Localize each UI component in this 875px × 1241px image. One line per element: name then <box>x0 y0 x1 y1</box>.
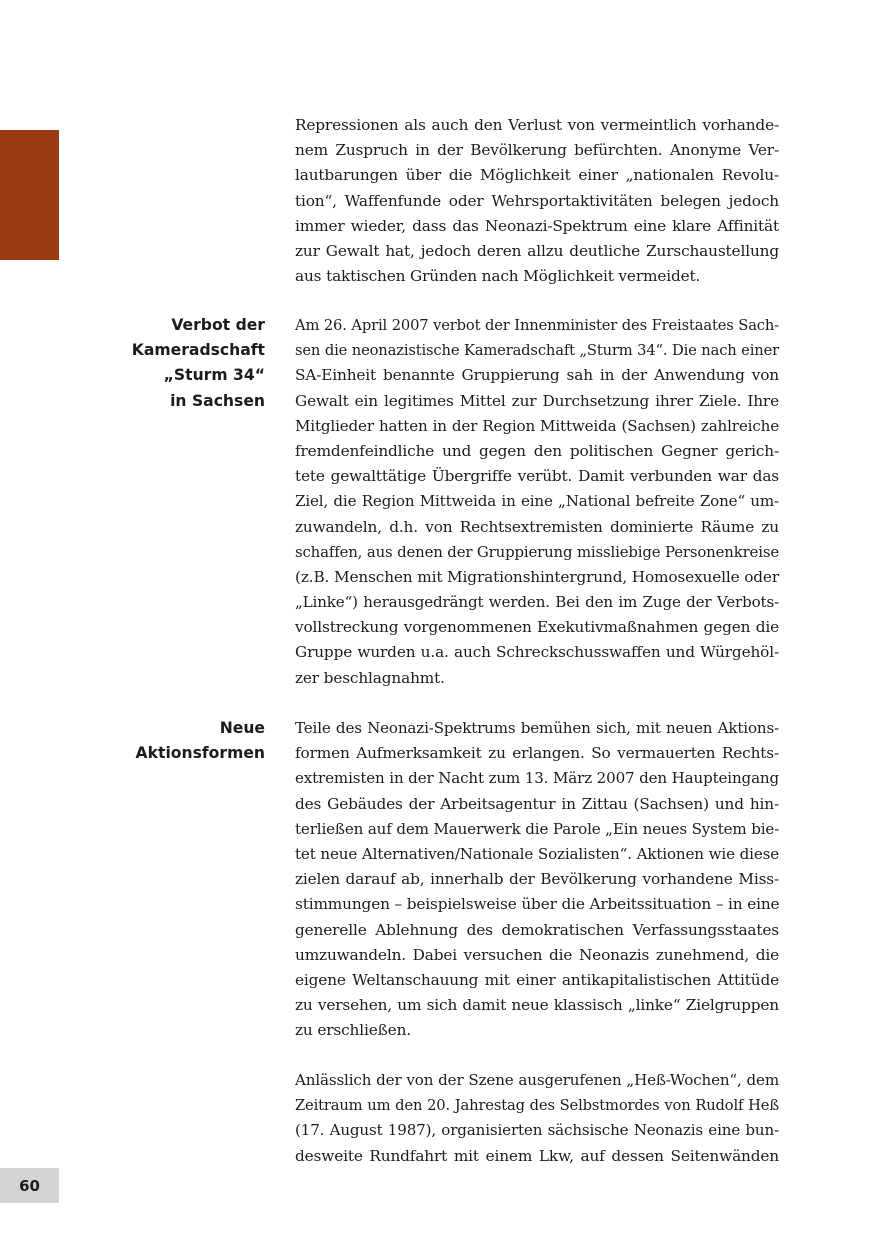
text-line: des Gebäudes der Arbeitsagentur in Zittau (Sachsen) und hin- <box>295 794 779 813</box>
text-line: tete gewalttätige Übergriffe verübt. Damit verbunden war das <box>295 467 779 486</box>
text-line: Anlässlich der von der Szene ausgerufenen „Heß-Wochen“, dem <box>295 1071 779 1089</box>
text-line: sen die neonazistische Kameradschaft „Sturm 34“. Die nach einer <box>295 342 779 360</box>
section-heading-neue-aktionsformen <box>65 716 265 766</box>
body-paragraph-4 <box>295 1068 779 1169</box>
text-line: Gruppe wurden u.a. auch Schreckschusswaffen und Würgehöl- <box>295 643 779 662</box>
text-line: zur Gewalt hat, jedoch deren allzu deutliche Zurschaustellung <box>295 241 779 260</box>
text-line: tion“, Waffenfunde oder Wehrsportaktivitäten belegen jedoch <box>295 191 779 210</box>
heading-line: Aktionsformen <box>135 744 265 763</box>
text-line: (17. August 1987), organisierten sächsische Neonazis eine bun- <box>295 1121 779 1140</box>
text-line: generelle Ablehnung des demokratischen Verfassungsstaates <box>295 920 779 939</box>
text-line: aus taktischen Gründen nach Möglichkeit vermeidet. <box>295 267 701 286</box>
text-line: Teile des Neonazi-Spektrums bemühen sich, mit neuen Aktions- <box>295 719 779 737</box>
chapter-color-tab <box>0 130 59 260</box>
body-paragraph-2 <box>295 313 779 691</box>
text-line: Repressionen als auch den Verlust von vermeintlich vorhande- <box>295 116 779 134</box>
page-number: 60 <box>0 1168 59 1203</box>
text-line: Am 26. April 2007 verbot der Innenminister des Freistaates Sach- <box>295 317 779 334</box>
text-line: desweite Rundfahrt mit einem Lkw, auf dessen Seitenwänden <box>295 1146 779 1165</box>
text-line: extremisten in der Nacht zum 13. März 2007 den Haupteingang <box>295 769 779 788</box>
text-line: zu versehen, um sich damit neue klassisch „linke“ Zielgruppen <box>295 996 779 1015</box>
text-line: zuwandeln, d.h. von Rechtsextremisten dominierte Räume zu <box>295 517 779 536</box>
text-line: zielen darauf ab, innerhalb der Bevölkerung vorhandene Miss- <box>295 870 779 889</box>
text-line: stimmungen – beispielsweise über die Arbeitssituation – in eine <box>295 895 780 914</box>
text-line: (z.B. Menschen mit Migrationshintergrund, Homosexuelle oder <box>295 567 779 586</box>
text-line: umzuwandeln. Dabei versuchen die Neonazis zunehmend, die <box>295 945 779 964</box>
text-line: lautbarungen über die Möglichkeit einer „nationalen Revolu- <box>295 166 779 185</box>
text-line: eigene Weltanschauung mit einer antikapitalistischen Attitüde <box>295 970 779 989</box>
body-paragraph-3 <box>295 716 779 1043</box>
body-paragraph-1 <box>295 113 779 289</box>
text-line: SA-Einheit benannte Gruppierung sah in der Anwendung von <box>295 366 779 385</box>
text-line: „Linke“) herausgedrängt werden. Bei den im Zuge der Verbots- <box>295 593 779 612</box>
text-line: Mitglieder hatten in der Region Mittweida (Sachsen) zahlreiche <box>295 416 779 435</box>
text-line: Zeitraum um den 20. Jahrestag des Selbstmordes von Rudolf Heß <box>295 1097 779 1115</box>
heading-line: in Sachsen <box>170 391 265 410</box>
heading-line: Neue <box>219 719 265 737</box>
section-heading-kameradschaft-verbot <box>65 313 265 414</box>
text-line: nem Zuspruch in der Bevölkerung befürchten. Anonyme Ver- <box>295 141 779 160</box>
text-line: immer wieder, dass das Neonazi-Spektrum eine klare Affinität <box>295 216 779 235</box>
text-line: tet neue Alternativen/Nationale Sozialisten“. Aktionen wie diese <box>295 844 779 863</box>
text-line: zer beschlagnahmt. <box>295 668 445 687</box>
text-line: terließen auf dem Mauerwerk die Parole „Ein neues System bie- <box>295 819 780 838</box>
heading-line: Kameradschaft <box>131 341 265 360</box>
text-line: schaffen, aus denen der Gruppierung missliebige Personenkreise <box>295 542 779 561</box>
text-line: fremdenfeindliche und gegen den politischen Gegner gerich- <box>295 441 779 460</box>
text-line: formen Aufmerksamkeit zu erlangen. So vermauerten Rechts- <box>295 744 779 763</box>
heading-line: „Sturm 34“ <box>163 366 265 385</box>
text-line: vollstreckung vorgenommenen Exekutivmaßnahmen gegen die <box>295 618 779 637</box>
heading-line: Verbot der <box>171 316 265 334</box>
text-line: Ziel, die Region Mittweida in eine „National befreite Zone“ um- <box>295 492 779 511</box>
text-line: zu erschließen. <box>295 1021 411 1040</box>
text-line: Gewalt ein legitimes Mittel zur Durchsetzung ihrer Ziele. Ihre <box>295 391 779 410</box>
